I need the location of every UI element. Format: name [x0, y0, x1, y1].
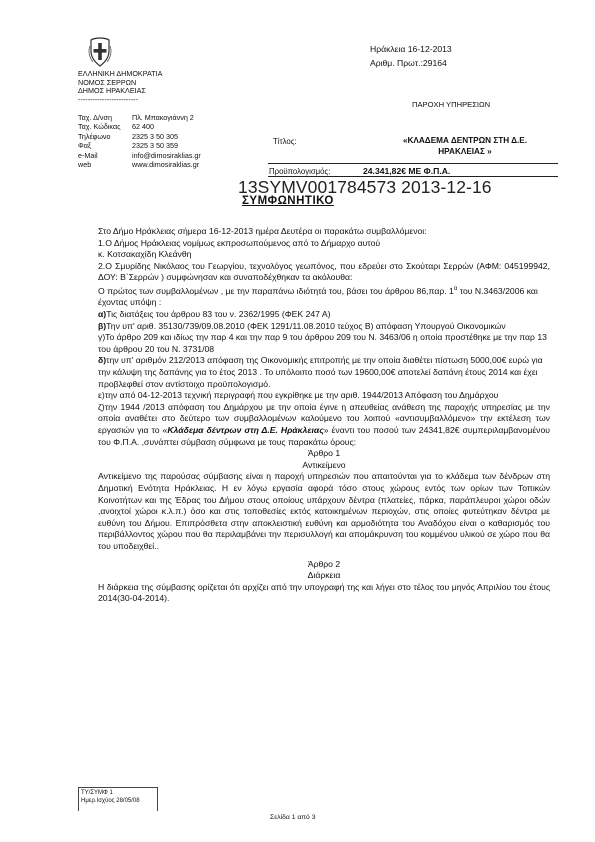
list-item: ε)την από 04-12-2013 τεχνική περιγραφή που εγκρίθηκε με την αριθ. 1944/2013 Απόφαση του Δημάρχου — [98, 390, 499, 401]
project-name: Κλάδεμα δέντρων στη Δ.Ε. Ηράκλειας — [167, 424, 324, 435]
list-text: την υπ' αριθμόν 212/2013 απόφαση της Οικονομικής επιτροπής με την οποία διαθέτει πίστωση 5000,00€ ευρώ για την κάλυψη της δαπάνης για το έτος 2013 . Το υπόλοιπο ποσό των 19600,00€ αποτελεί δαπάνη έτους 2014 και έχει προβλεφθεί στον αντίστοιχο προϋπολογισμό. — [98, 355, 543, 389]
paragraph-text: Ο πρώτος των συμβαλλομένων , με την παραπάνω ιδιότητά του, βάσει του άρθρου 86,παρ. 1 — [98, 285, 454, 296]
footer-codes — [81, 789, 140, 805]
title-value-line: «ΚΛΑΔΕΜΑ ΔΕΝΤΡΩΝ ΣΤΗ Δ.Ε. — [402, 136, 528, 145]
contact-block — [78, 114, 201, 170]
contact-email[interactable]: info@dimosiraklias.gr — [132, 150, 201, 160]
org-line: ΝΟΜΟΣ ΣΕΡΡΩΝ — [78, 77, 137, 87]
list-marker: α) — [98, 309, 107, 320]
list-marker: δ) — [98, 355, 107, 366]
contact-key: Ταχ. Δ/νση — [78, 113, 112, 122]
article-subtitle: Διάρκεια — [307, 570, 341, 581]
title-value-line: ΗΡΑΚΛΕΙΑΣ » — [438, 146, 492, 156]
paragraph: 1.Ο Δήμος Ηράκλειας νομίμως εκπροσωπούμενος από το Δήμαρχο αυτού — [98, 237, 381, 248]
paragraph: Στο Δήμο Ηράκλειας σήμερα 16-12-2013 ημέρα Δευτέρα οι παρακάτω συμβαλλόμενοι: — [98, 226, 427, 236]
contact-row — [78, 161, 201, 170]
list-item: γ)Το άρθρο 209 και ιδίως την παρ 4 και την παρ 9 του άρθρου 209 του Ν. 3463/06 η οποία προστέθηκε με την παρ 13 του άρθρου 20 του Ν. 3731/08 — [98, 332, 547, 354]
budget-label: Προϋπολογισμός: — [269, 167, 331, 176]
list-item — [98, 402, 550, 448]
paragraph: κ. Κοτσακαχίδη Κλεάνθη — [98, 249, 192, 260]
contact-key: e-Mail — [78, 150, 98, 160]
article-subtitle: Αντικείμενο — [302, 459, 346, 470]
article-text: Αντικείμενο της παρούσας σύμβασης είναι η παροχή υπηρεσιών που απαιτούνται για το κλάδεμα των δένδρων στη Δημοτική Ενότητα Ηράκλειας. Η εν λόγω εργασία αφορά τόσο στους χώρους εντός των ορίων των Τοπικών Κοινοτήτων και της Έδρας του Δήμου στους οποίους υπάρχουν δέντρα (πλατείες, πάρκα, παράπλευροι χώροι οδών ,ανοιχτοί χώροι κ.λ.π.) όσο και στις τοποθεσίες εκτός κατοικημένων περιοχών, στις οποίες φυτεύτηκαν δέντρα με ευθύνη του Δήμου. Επιπρόσθετα στην αποκλειστική ευθύνη και αρμοδιότητα του Αναδόχου είναι ο καθαρισμός του περιβάλλοντος χώρου που θα περιλαμβάνει την περισυλλογή και απομάκρυνση του κομμένου υλικού σε χώρο που θα του υποδειχθεί.. — [98, 471, 550, 551]
contact-value: 62 400 — [132, 122, 154, 132]
article-text: Η διάρκεια της σύμβασης ορίζεται ότι αρχίζει από την υπογραφή της και λήγει στο τέλος του μηνός Απριλίου του έτους 2014(30-04-2014). — [98, 581, 550, 604]
contact-website[interactable]: www.dimosiraklias.gr — [132, 159, 200, 169]
contact-value: 2325 3 50 305 — [132, 131, 178, 141]
org-divider: ------------------------- — [78, 94, 138, 104]
date-protocol-block — [370, 42, 452, 70]
list-marker: β) — [98, 320, 107, 331]
list-item — [98, 309, 550, 321]
article-title: Άρθρο 1 — [307, 448, 341, 459]
contact-key: Φαξ — [78, 141, 92, 151]
contact-key: web — [78, 159, 92, 169]
list-text: Τις διατάξεις του άρθρου 83 του ν. 2362/1995 (ΦΕΚ 247 Α) — [106, 309, 331, 320]
provision-type: ΠΑΡΟΧΗ ΥΠΗΡΕΣΙΩΝ — [412, 100, 491, 109]
paragraph: 2.Ο Σμυρίδης Νικόλαος του Γεωργίου, τεχνολόγος γεωπόνος, που εδρεύει στο Σκούταρι Σερρών (ΑΦΜ: 045199942, ΔΟΥ: Β΄Σερρών ) συμφώνησαν και συναποδέχθηκαν τα ακόλουθα: — [98, 260, 550, 283]
page-number: Σελίδα 1 από 3 — [270, 814, 316, 821]
list-item — [98, 355, 550, 390]
title-label: Τίτλος: — [273, 137, 297, 146]
ada-stamp: 13SYMV001784573 2013-12-16 — [238, 177, 492, 197]
document-title: ΣΥΜΦΩΝΗΤΙΚΟ — [242, 195, 334, 207]
greek-coat-of-arms-icon — [88, 37, 112, 67]
title-value — [380, 136, 550, 157]
budget-value: 24.341,82€ ΜΕ Φ.Π.Α. — [363, 166, 451, 176]
contact-key: Τηλέφωνο — [78, 131, 111, 141]
contact-value: 2325 3 50 359 — [132, 141, 178, 151]
contact-key: Ταχ. Κώδικας — [78, 122, 121, 132]
footer-code: Ημερ.Ισχύος 28/05/08 — [81, 798, 140, 805]
place-date: Ηράκλεια 16-12-2013 — [370, 44, 452, 54]
article-title: Άρθρο 2 — [307, 558, 341, 569]
superscript: α — [453, 285, 458, 292]
list-text: » έναντι του ποσού των 24341,82€ συμπεριλαμβανομένου του Φ.Π.Α. ,συνάπτει σύμβαση σύμφωνα με τους παρακάτω όρους: — [98, 424, 550, 447]
protocol-number: Αριθμ. Πρωτ.:29164 — [370, 58, 447, 68]
list-text: Την υπ' αριθ. 35130/739/09.08.2010 (ΦΕΚ 1291/11.08.2010 τεύχος Β) απόφαση Υπουργού Οικονομικών — [106, 320, 506, 331]
org-line: ΔΗΜΟΣ ΗΡΑΚΛΕΙΑΣ — [78, 86, 146, 96]
list-item — [98, 321, 550, 333]
paragraph-text: του Ν.3463/2006 και έχοντας υπόψη : — [98, 285, 538, 308]
document-body — [98, 226, 550, 605]
footer-code: ΤΥ/ΣΥΜΦ 1 — [81, 790, 113, 796]
org-line: ΕΛΛΗΝΙΚΗ ΔΗΜΟΚΡΑΤΙΑ — [78, 69, 163, 78]
contact-value: Πλ. Μπακογιάννη 2 — [132, 113, 194, 122]
paragraph — [98, 284, 550, 309]
divider-line — [268, 163, 558, 164]
list-text: ζ)την 1944 /2013 απόφαση του Δημάρχου με την οποία έγινε η απευθείας ανάθεση της παροχής υπηρεσίας με την οποία αναθέτει στο δεύτερο των συμβαλλομένων καλούμενο του λοιπού «αντισυμβαλλόμενο» την εκτέλεση των εργασιών για το « — [98, 401, 550, 435]
organization-block — [78, 70, 162, 104]
